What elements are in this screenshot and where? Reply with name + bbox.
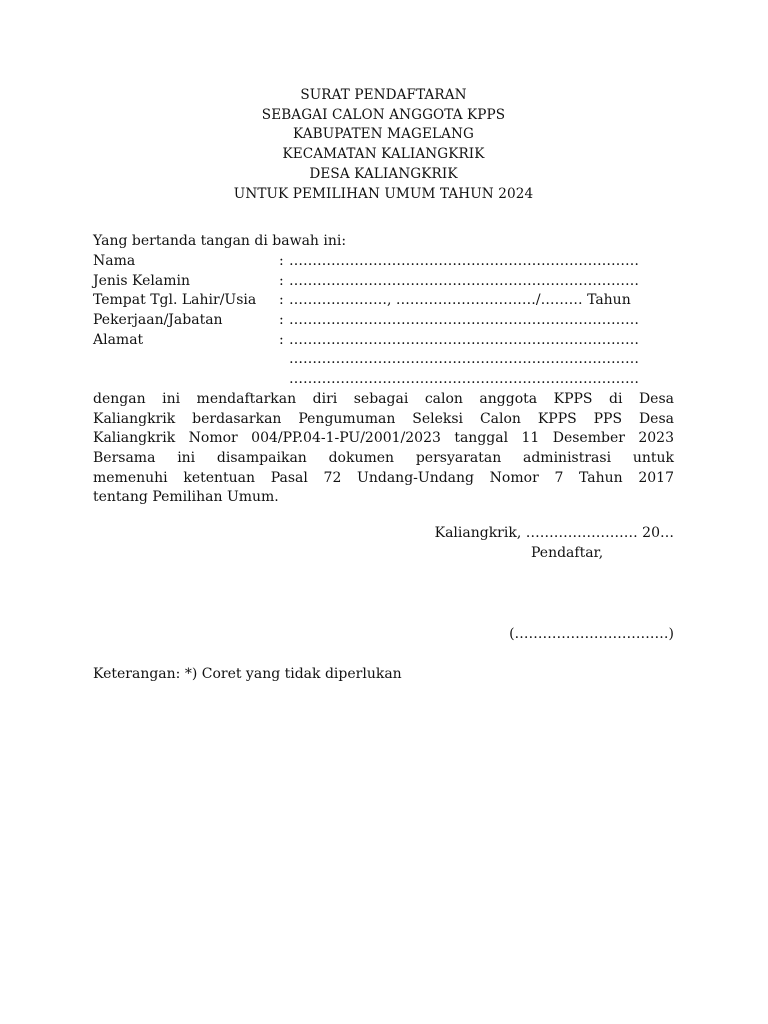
field-label: Tempat Tgl. Lahir/Usia [93,292,257,309]
field-colon: : [279,312,284,329]
field-row-nama [93,252,674,272]
field-label: Alamat [93,331,144,348]
header-district: KECAMATAN KALIANGKRIK [282,146,485,163]
registration-letter [93,86,674,685]
field-colon [279,350,289,370]
header-regency: KABUPATEN MAGELANG [293,126,474,143]
declaration-paragraph [93,390,674,508]
letter-header [93,86,674,204]
signature-name-line: (……………………………) [509,626,674,643]
field-blank: …………………, …………………………/……… Tahun [289,292,631,309]
field-row-tempat-tgl-lahir [93,291,674,311]
header-title: SURAT PENDAFTARAN [300,87,467,103]
paragraph-line: Kaliangkrik berdasarkan Pengumuman Seleksi Calon KPPS PPS Desa [93,410,674,427]
footnote: Keterangan: *) Coret yang tidak diperlukan [93,666,402,683]
field-colon: : [279,331,284,348]
identity-fields [93,252,674,390]
header-village: DESA KALIANGKRIK [309,165,458,182]
paragraph-line: tentang Pemilihan Umum. [93,489,279,506]
field-colon: : [279,252,284,269]
field-colon: : [279,292,284,309]
header-election: UNTUK PEMILIHAN UMUM TAHUN 2024 [233,185,534,202]
field-colon: : [279,272,284,289]
field-blank: ………………………………………………………………… [289,272,639,289]
field-label: Nama [93,252,136,269]
paragraph-line: memenuhi ketentuan Pasal 72 Undang-Undang Nomor 7 Tahun 2017 [93,469,674,486]
signer-label: Pendaftar, [531,544,604,561]
field-row-alamat-cont-2 [93,370,674,390]
field-blank: ………………………………………………………………… [289,351,639,368]
field-label: Jenis Kelamin [93,272,190,289]
field-row-alamat-cont-1 [93,350,674,370]
paragraph-line: dengan ini mendaftarkan diri sebagai calon anggota KPPS di Desa [93,390,674,407]
field-blank: ………………………………………………………………… [289,312,639,329]
field-blank: ………………………………………………………………… [289,371,639,388]
field-label [93,370,279,390]
header-subtitle: SEBAGAI CALON ANGGOTA KPPS [261,106,506,123]
paragraph-line: Kaliangkrik Nomor 004/PP.04-1-PU/2001/2023 tanggal 11 Desember 2023 [93,430,674,447]
field-row-jenis-kelamin [93,272,674,292]
paragraph-line: Bersama ini disampaikan dokumen persyaratan administrasi untuk [93,449,674,466]
field-blank: ………………………………………………………………… [289,252,639,269]
place-date: Kaliangkrik, …………………… 20… [434,525,674,542]
field-row-pekerjaan [93,311,674,331]
field-row-alamat [93,331,674,351]
field-label [93,350,279,370]
field-colon [279,370,289,390]
field-blank: ………………………………………………………………… [289,331,639,348]
intro-text: Yang bertanda tangan di bawah ini: [93,233,347,250]
field-label: Pekerjaan/Jabatan [93,312,223,329]
